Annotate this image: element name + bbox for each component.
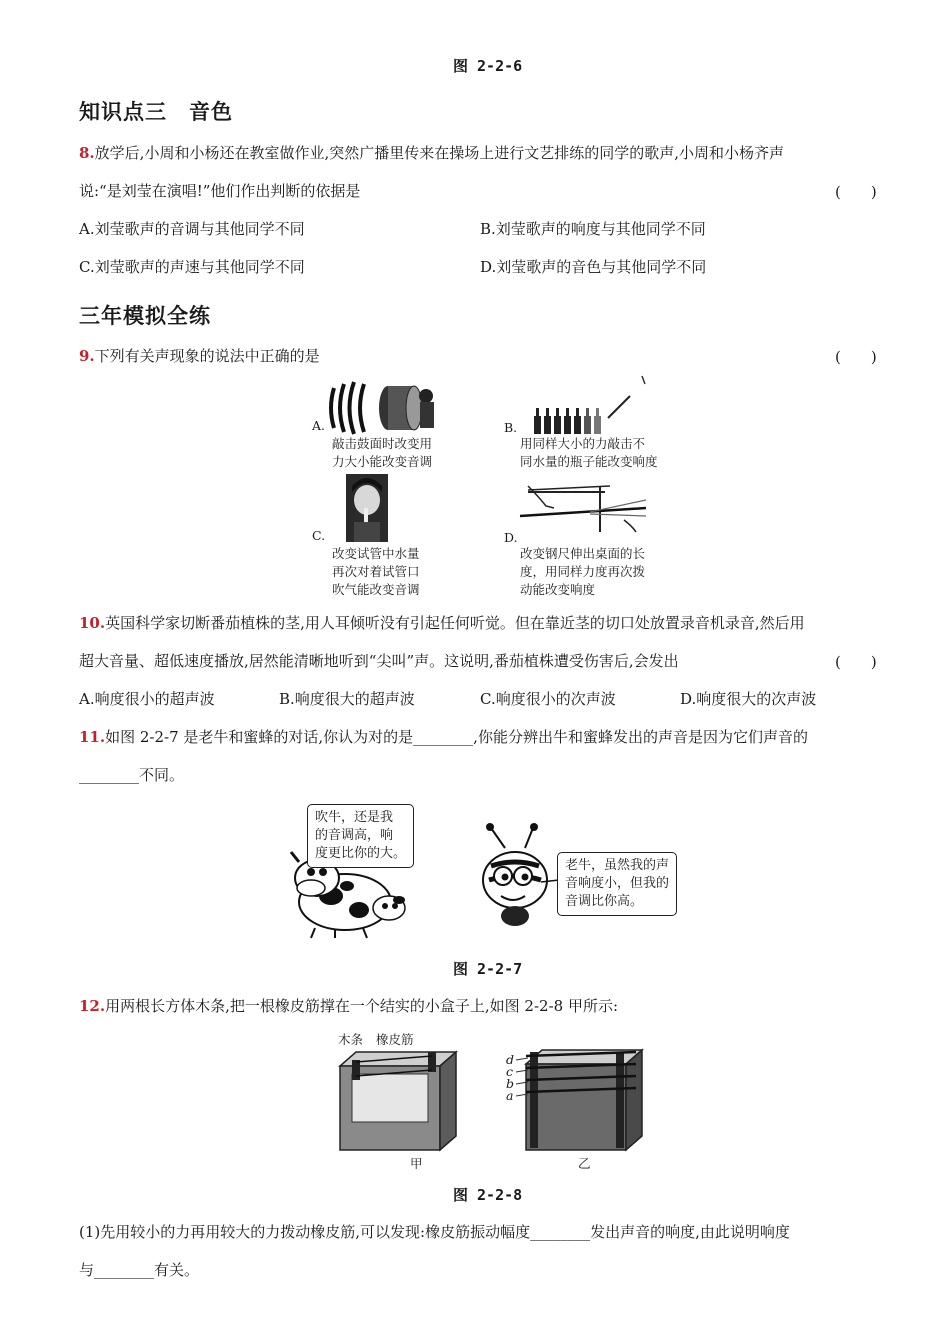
letter-b: b xyxy=(506,1076,515,1091)
option-d: D.刘莹歌声的音色与其他同学不同 xyxy=(480,258,707,276)
answer-blank-paren: ( ) xyxy=(835,653,877,671)
letter-c: c xyxy=(506,1064,514,1079)
option-c: C.响度很小的次声波 xyxy=(480,690,616,708)
bottles-illustration xyxy=(534,376,645,434)
panel-b-caption-line2: 同水量的瓶子能改变响度 xyxy=(520,454,658,469)
box-drawing xyxy=(330,1030,650,1175)
question-number: 9. xyxy=(79,347,95,365)
panel-c-caption-line2: 再次对着试管口 xyxy=(332,564,420,579)
question-number: 12. xyxy=(79,997,106,1015)
q9-figure xyxy=(310,374,658,600)
question-8-line2: 说:“是刘莹在演唱!”他们作出判断的依据是 xyxy=(79,182,361,200)
q12-sub1-line1: (1)先用较小的力再用较大的力拨动橡皮筋,可以发现:橡皮筋振动幅度________发出声音的响度,由此说明响度 xyxy=(79,1223,790,1241)
question-number: 8. xyxy=(79,144,95,162)
panel-d-caption-line2: 度，用同样力度再次拨 xyxy=(520,564,646,579)
panel-c-letter: C. xyxy=(312,528,326,543)
question-text: 下列有关声现象的说法中正确的是 xyxy=(94,347,320,365)
panel-a-caption-line2: 力大小能改变音调 xyxy=(332,454,433,469)
question-10-line2: 超大音量、超低速度播放,居然能清晰地听到“尖叫”声。这说明,番茄植株遭受伤害后,会发出 xyxy=(79,652,679,670)
panel-c-caption-line1: 改变试管中水量 xyxy=(332,546,420,561)
question-9 xyxy=(79,346,320,366)
drum-illustration xyxy=(331,382,434,434)
option-c: C.刘莹歌声的声速与其他同学不同 xyxy=(79,258,305,276)
letter-d: d xyxy=(506,1052,515,1067)
question-number: 10. xyxy=(79,614,106,632)
cow-speech-bubble: 吹牛，还是我 的音调高，响 度更比你的大。 xyxy=(307,804,414,868)
panel-c-caption-line3: 吹气能改变音调 xyxy=(332,582,420,597)
box-jia xyxy=(340,1052,456,1150)
answer-blank-paren: ( ) xyxy=(835,348,877,366)
panel-b-letter: B. xyxy=(504,420,518,435)
label-wood-strip: 木条 xyxy=(338,1032,364,1047)
question-text: 英国科学家切断番茄植株的茎,用人耳倾听没有引起任何听觉。但在靠近茎的切口处放置录音机录音,然后用 xyxy=(105,614,805,632)
option-a: A.刘莹歌声的音调与其他同学不同 xyxy=(79,220,305,238)
question-text: 用两根长方体木条,把一根橡皮筋撑在一个结实的小盒子上,如图 2-2-8 甲所示: xyxy=(105,997,619,1015)
figure-caption-2-2-8: 图 2-2-8 xyxy=(453,1186,523,1204)
label-rubber-band: 橡皮筋 xyxy=(376,1032,414,1047)
section-heading-timbre: 知识点三 音色 xyxy=(79,100,233,124)
section-heading-practice: 三年模拟全练 xyxy=(79,304,211,328)
panel-a-caption-line1: 敲击鼓面时改变用 xyxy=(332,436,433,451)
question-10-line1 xyxy=(79,613,805,633)
box-yi xyxy=(516,1050,642,1150)
question-text: 如图 2-2-7 是老牛和蜜蜂的对话,你认为对的是________,你能分辨出牛和蜜蜂发出的声音是因为它们声音的 xyxy=(105,728,808,746)
ruler-table-illustration xyxy=(520,486,646,532)
answer-blank-paren: ( ) xyxy=(835,183,877,201)
panel-d-letter: D. xyxy=(504,530,518,545)
letter-a: a xyxy=(506,1088,514,1103)
panel-a-letter: A. xyxy=(312,418,326,433)
rubber-band-box-figure xyxy=(330,1030,650,1175)
bee-illustration xyxy=(483,823,559,926)
option-b: B.刘莹歌声的响度与其他同学不同 xyxy=(480,220,706,238)
panel-d-caption-line3: 动能改变响度 xyxy=(520,582,596,597)
question-number: 11. xyxy=(79,728,106,746)
question-12 xyxy=(79,996,618,1016)
figure-caption-2-2-7: 图 2-2-7 xyxy=(453,960,523,978)
option-b: B.响度很大的超声波 xyxy=(279,690,415,708)
panel-b-caption-line1: 用同样大小的力敲击不 xyxy=(520,436,646,451)
label-jia: 甲 xyxy=(410,1156,423,1171)
label-yi: 乙 xyxy=(578,1156,591,1171)
figure-caption-2-2-6: 图 2-2-6 xyxy=(453,57,523,75)
option-a: A.响度很小的超声波 xyxy=(79,690,215,708)
question-text: 放学后,小周和小杨还在教室做作业,突然广播里传来在操场上进行文艺排练的同学的歌声,小周和小杨齐声 xyxy=(94,144,784,162)
panel-d-caption-line1: 改变钢尺伸出桌面的长 xyxy=(520,546,646,561)
girl-test-tube-photo xyxy=(346,474,388,542)
q12-sub1-line2: 与________有关。 xyxy=(79,1261,200,1279)
cow-bee-figure xyxy=(285,800,685,940)
option-d: D.响度很大的次声波 xyxy=(680,690,817,708)
question-8-line1 xyxy=(79,143,784,163)
question-11-line2: ________不同。 xyxy=(79,766,185,784)
bee-speech-bubble: 老牛，虽然我的声 音响度小，但我的 音调比你高。 xyxy=(557,852,677,916)
question-11-line1 xyxy=(79,727,808,747)
